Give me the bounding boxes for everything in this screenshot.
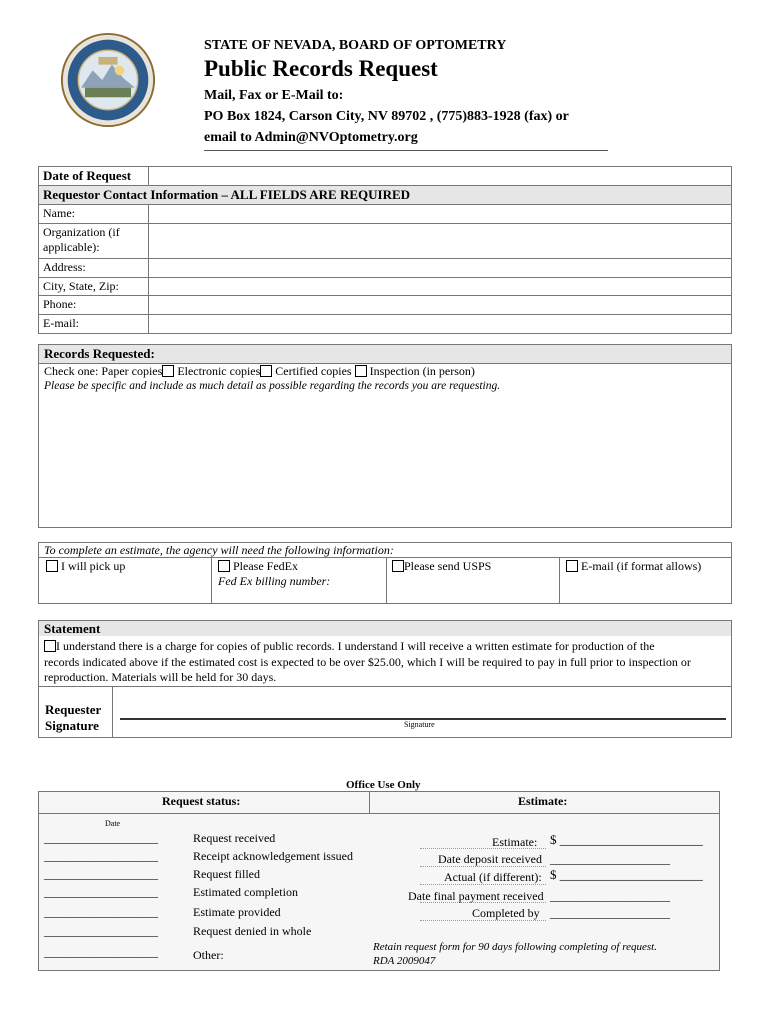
retain-note: Retain request form for 90 days following completing of request.	[373, 941, 657, 953]
email-format-checkbox[interactable]	[566, 560, 578, 572]
status-item-estimate-provided: Estimate provided	[193, 905, 281, 919]
completed-by-label: Completed by	[472, 906, 540, 920]
email-option	[566, 559, 701, 574]
request-status-heading: Request status:	[162, 794, 241, 808]
status-date-1: ___________________	[44, 831, 158, 845]
status-date-2: ___________________	[44, 849, 158, 863]
email-label: E-mail:	[39, 315, 149, 334]
office-heading-divider	[38, 813, 720, 814]
signature-field[interactable]	[120, 694, 726, 718]
check-one-label: Check one:	[44, 364, 99, 378]
deposit-date-blank: ____________________	[550, 852, 670, 866]
status-date-5: ___________________	[44, 905, 158, 919]
inspection-label: Inspection (in person)	[369, 364, 475, 378]
office-use-title: Office Use Only	[346, 779, 421, 791]
email-field[interactable]	[149, 315, 732, 334]
signature-col-divider	[112, 686, 113, 738]
estimate-heading: Estimate:	[518, 794, 568, 808]
status-item-acknowledgement: Receipt acknowledgement issued	[193, 849, 353, 863]
inspection-checkbox[interactable]	[355, 365, 367, 377]
electronic-copies-checkbox[interactable]	[260, 365, 272, 377]
estimate-col-divider-3	[559, 557, 560, 604]
office-col-divider	[369, 791, 370, 813]
fedex-option	[218, 559, 298, 574]
requester-label-2: Signature	[45, 718, 99, 733]
estimate-label: Estimate:	[492, 835, 538, 849]
email-format-label: E-mail (if format allows)	[581, 559, 702, 573]
statement-line-2: records indicated above if the estimated cost is expected to be over $25.00, which I will be required to pay in full prior to inspection or	[44, 655, 691, 669]
name-field[interactable]	[149, 205, 732, 224]
paper-copies-label: Paper copies	[101, 364, 163, 378]
email-address: email to Admin@NVOptometry.org	[204, 130, 418, 145]
status-date-4: ___________________	[44, 885, 158, 899]
electronic-copies-label: Electronic copies	[177, 364, 261, 378]
status-date-7: ___________________	[44, 945, 158, 959]
status-item-denied: Request denied in whole	[193, 924, 312, 938]
organization-field[interactable]	[149, 224, 732, 259]
contact-table	[38, 166, 732, 334]
statement-heading: Statement	[44, 621, 101, 636]
records-instructions: Please be specific and include as much detail as possible regarding the records you are requesting.	[44, 380, 501, 392]
header-divider	[204, 150, 608, 151]
final-payment-blank: ____________________	[550, 889, 670, 903]
phone-label: Phone:	[39, 296, 149, 315]
requester-label-1: Requester	[45, 702, 102, 717]
address-field[interactable]	[149, 259, 732, 278]
statement-line-1	[44, 639, 655, 654]
records-check-row	[44, 364, 475, 379]
status-date-6: ___________________	[44, 924, 158, 938]
usps-checkbox[interactable]	[392, 560, 404, 572]
deposit-label: Date deposit received	[438, 852, 542, 866]
organization-label	[39, 224, 149, 259]
paper-copies-checkbox[interactable]	[162, 365, 174, 377]
status-item-other: Other:	[193, 948, 224, 962]
records-description-field[interactable]	[40, 396, 730, 526]
date-of-request-field[interactable]	[149, 167, 732, 186]
actual-amount-blank: $ ______________________	[550, 867, 703, 882]
fedex-label: Please FedEx	[233, 559, 298, 573]
address-label: Address:	[39, 259, 149, 278]
mail-instructions: Mail, Fax or E-Mail to:	[204, 88, 344, 103]
rda-number: RDA 2009047	[373, 955, 436, 967]
contact-heading: Requestor Contact Information – ALL FIELDS ARE REQUIRED	[39, 186, 732, 205]
page-title: Public Records Request	[204, 56, 438, 81]
city-state-zip-label: City, State, Zip:	[39, 278, 149, 296]
estimate-col-divider-2	[386, 557, 387, 604]
organization-label-line2: applicable):	[43, 240, 100, 254]
certified-copies-label: Certified copies	[275, 364, 352, 378]
usps-label: Please send USPS	[404, 559, 492, 573]
office-date-label: Date	[105, 819, 121, 828]
statement-text-1: I understand there is a charge for copies of public records. I understand I will receive a written estimate for production of the	[56, 639, 655, 653]
statement-divider	[38, 686, 732, 687]
completed-by-blank: ____________________	[550, 906, 670, 920]
statement-line-3: reproduction. Materials will be held for 30 days.	[44, 670, 277, 684]
pickup-option	[46, 559, 125, 574]
pickup-checkbox[interactable]	[46, 560, 58, 572]
usps-option	[392, 559, 491, 574]
final-payment-label: Date final payment received	[408, 889, 544, 903]
fedex-checkbox[interactable]	[218, 560, 230, 572]
status-date-3: ___________________	[44, 867, 158, 881]
nevada-seal-logo	[60, 32, 156, 128]
records-heading: Records Requested:	[44, 346, 155, 361]
status-item-filled: Request filled	[193, 867, 260, 881]
mailing-address: PO Box 1824, Carson City, NV 89702 , (775)883-1928 (fax) or	[204, 109, 569, 124]
date-of-request-label: Date of Request	[39, 167, 149, 186]
name-label: Name:	[39, 205, 149, 224]
pickup-label: I will pick up	[61, 559, 126, 573]
organization-label-line1: Organization (if	[43, 225, 120, 239]
actual-label: Actual (if different):	[444, 870, 542, 884]
status-item-received: Request received	[193, 831, 276, 845]
estimate-info-heading: To complete an estimate, the agency will need the following information:	[44, 543, 394, 557]
signature-caption: Signature	[404, 720, 435, 729]
statement-heading-bar	[39, 621, 731, 636]
fedex-billing-label: Fed Ex billing number:	[218, 574, 331, 588]
city-state-zip-field[interactable]	[149, 278, 732, 296]
estimate-amount-blank: $ ______________________	[550, 832, 703, 847]
agency-name: STATE OF NEVADA, BOARD OF OPTOMETRY	[204, 38, 507, 53]
estimate-col-divider-1	[211, 557, 212, 604]
status-item-estimated-completion: Estimated completion	[193, 885, 298, 899]
phone-field[interactable]	[149, 296, 732, 315]
statement-checkbox[interactable]	[44, 640, 56, 652]
